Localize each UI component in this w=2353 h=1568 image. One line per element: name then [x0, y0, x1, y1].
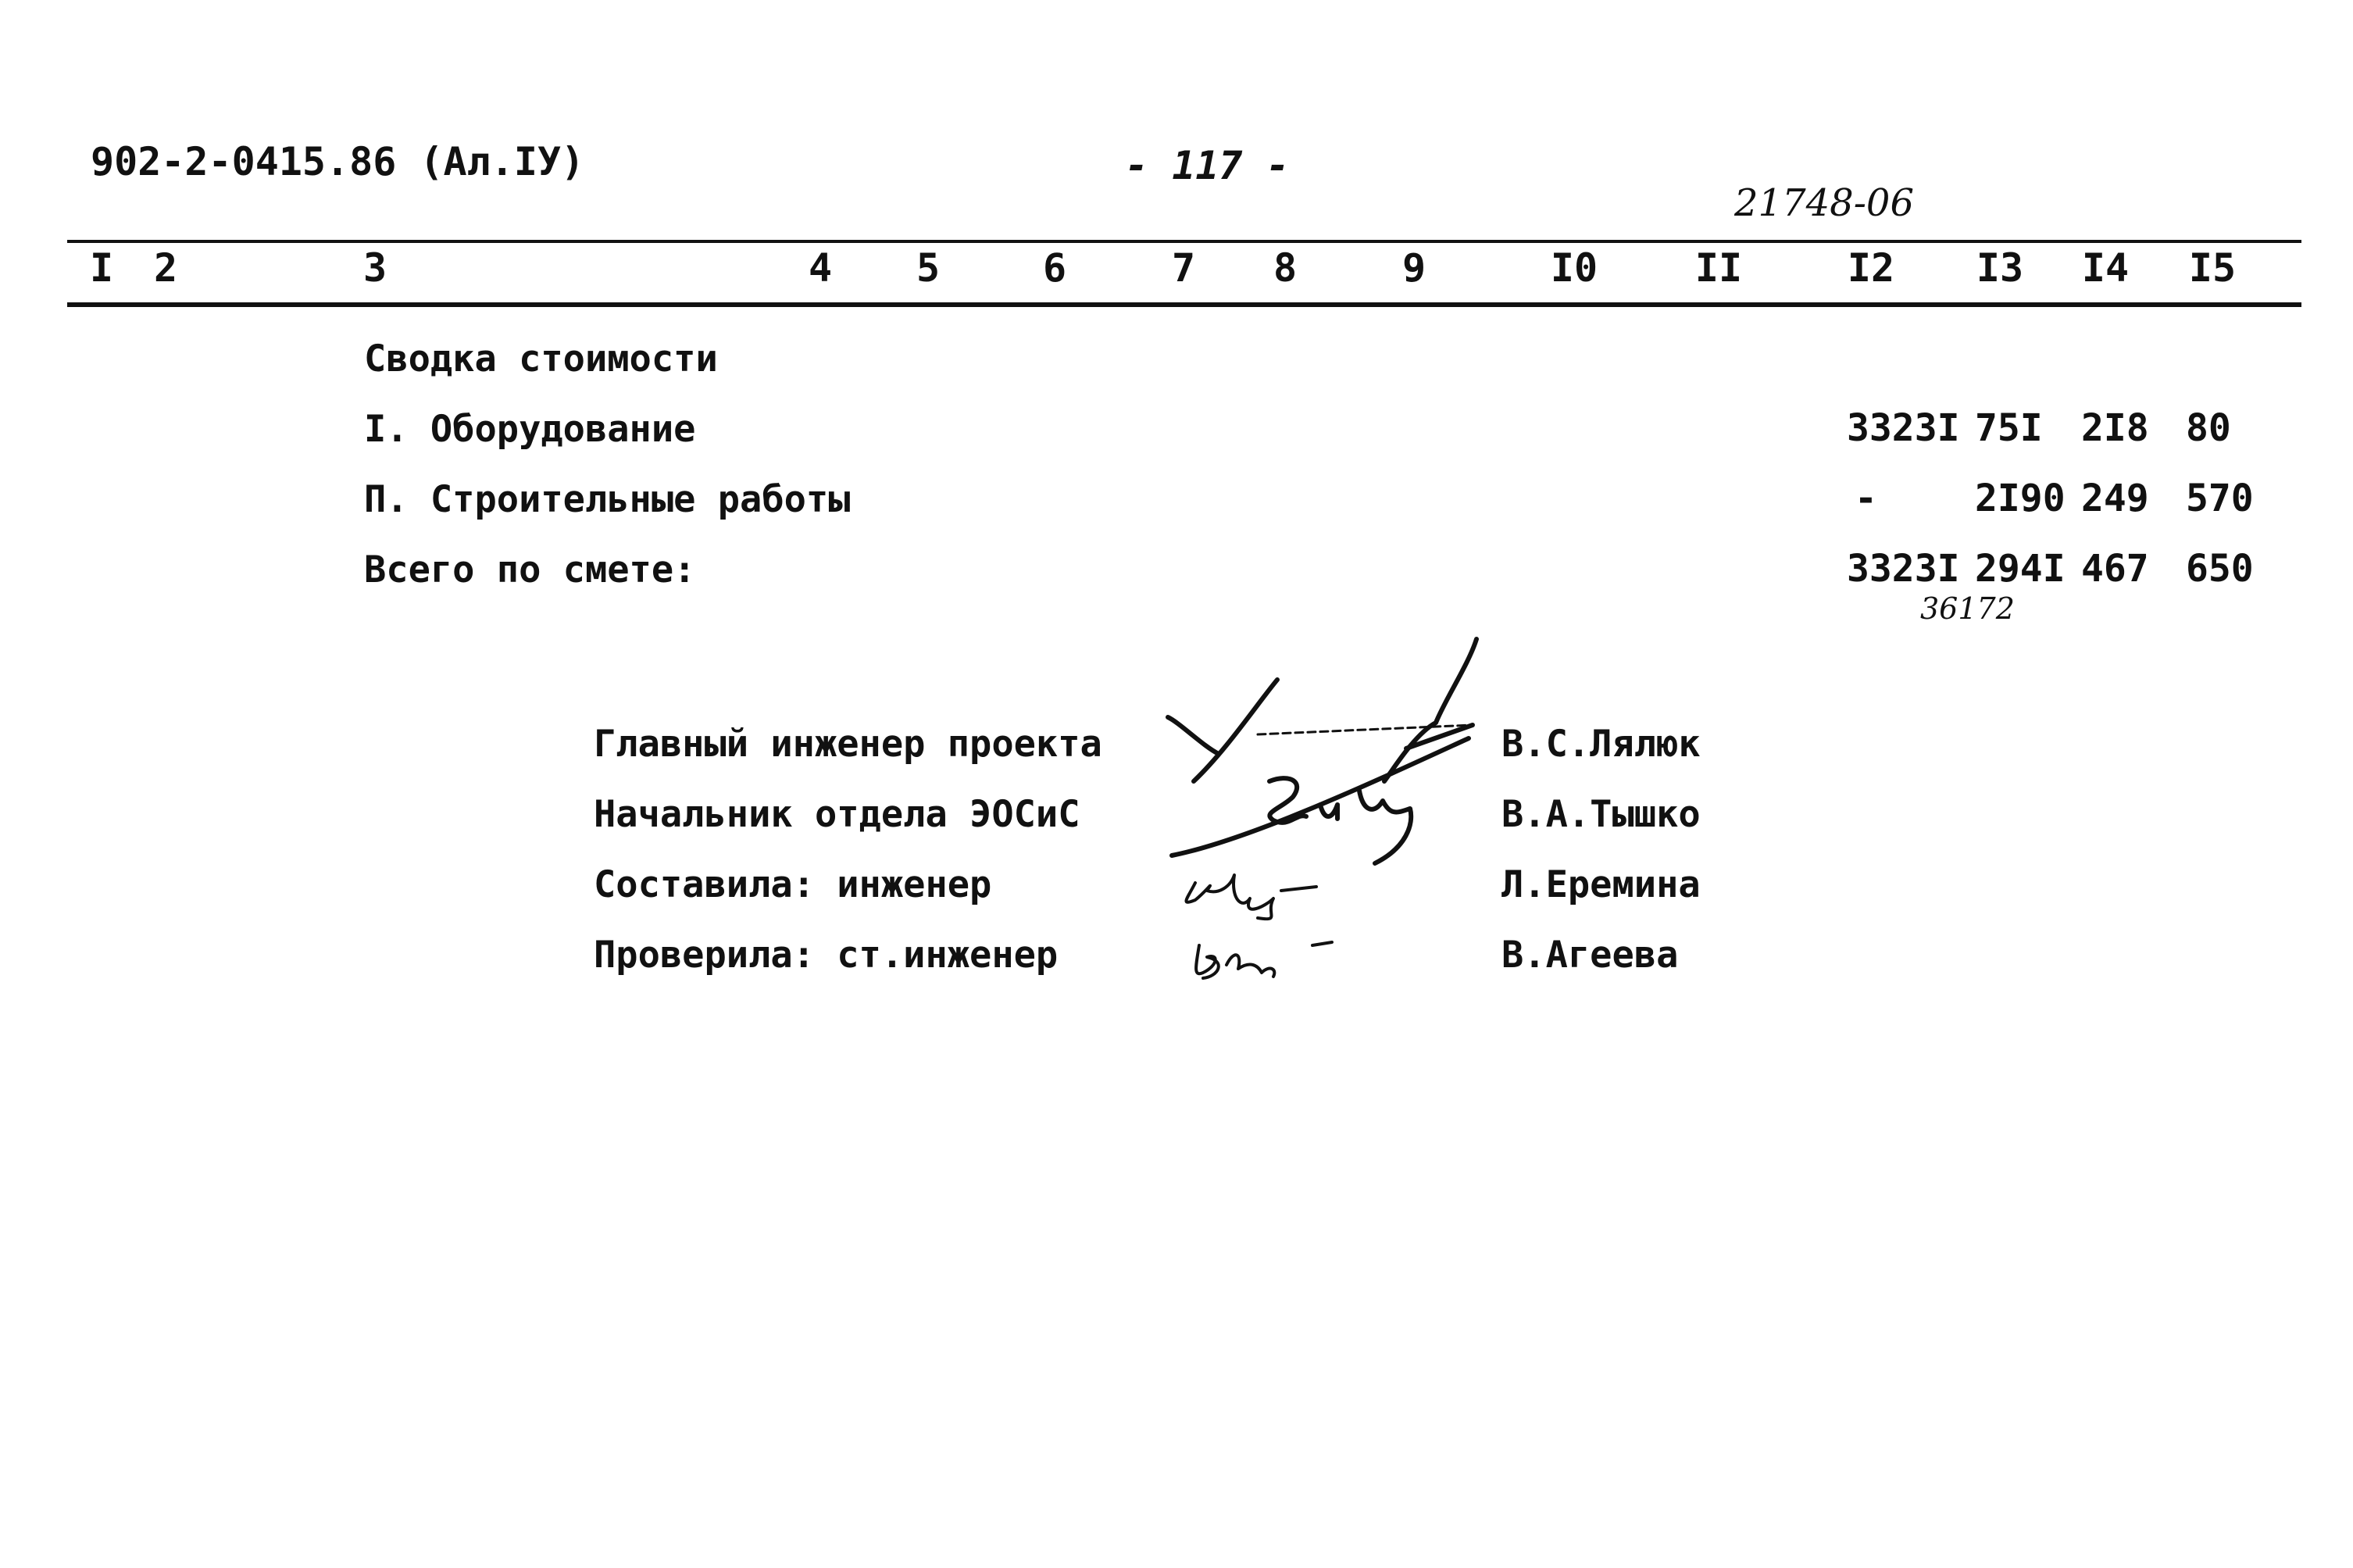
signature-mark-4	[1196, 942, 1332, 978]
cell-col15: 80	[2186, 406, 2231, 450]
cell-col12: 3323I	[1847, 406, 1960, 450]
column-number: I4	[2081, 245, 2130, 291]
signature-name: Л.Еремина	[1501, 863, 1701, 906]
signature-role: Главный инженер проекта	[594, 723, 1102, 766]
inventory-number: 21748-06	[1734, 181, 1914, 225]
column-number: 2	[153, 245, 178, 291]
column-number: 5	[916, 245, 941, 291]
cell-col13: 294I	[1975, 547, 2066, 591]
row-label: I. Оборудование	[364, 408, 696, 451]
column-number: 4	[808, 245, 833, 291]
column-number: I3	[1976, 245, 2024, 291]
cell-col14: 2I8	[2081, 406, 2149, 450]
signature-role: Проверила: ст.инженер	[594, 934, 1059, 977]
page-number: - 117 -	[1125, 143, 1290, 188]
column-number: 8	[1273, 245, 1298, 291]
row-label: П. Строительные работы	[364, 478, 851, 521]
signature-role: Составила: инженер	[594, 863, 992, 906]
row-label: Всего по смете:	[364, 548, 696, 591]
cell-col15: 650	[2186, 547, 2254, 591]
column-number: 6	[1042, 245, 1067, 291]
signature-name: В.С.Лялюк	[1501, 723, 1701, 766]
signature-name: В.А.Тышко	[1501, 793, 1701, 836]
subtotal-note: 36172	[1920, 591, 2015, 626]
column-number: 3	[362, 245, 387, 291]
cell-col15: 570	[2186, 477, 2254, 520]
cell-col12: 3323I	[1847, 547, 1960, 591]
signature-role: Начальник отдела ЭОСиС	[594, 793, 1080, 836]
cell-col14: 249	[2081, 477, 2149, 520]
column-number: I2	[1847, 245, 1895, 291]
cell-col13: 75I	[1975, 406, 2043, 450]
cell-col14: 467	[2081, 547, 2149, 591]
column-number: 7	[1171, 245, 1196, 291]
section-title: Сводка стоимости	[364, 338, 718, 380]
column-number: I5	[2188, 245, 2237, 291]
signature-name: В.Агеева	[1501, 934, 1679, 977]
document-code: 902-2-0415.86 (Ал.IУ)	[91, 139, 585, 184]
column-number: II	[1694, 245, 1743, 291]
cell-col13: 2I90	[1975, 477, 2066, 520]
column-number: 9	[1401, 245, 1426, 291]
cell-col12: -	[1855, 477, 1877, 520]
column-number: I	[89, 245, 114, 291]
signature-mark-3	[1186, 875, 1316, 919]
column-number: I0	[1550, 245, 1598, 291]
signature-mark-1	[1168, 639, 1476, 781]
